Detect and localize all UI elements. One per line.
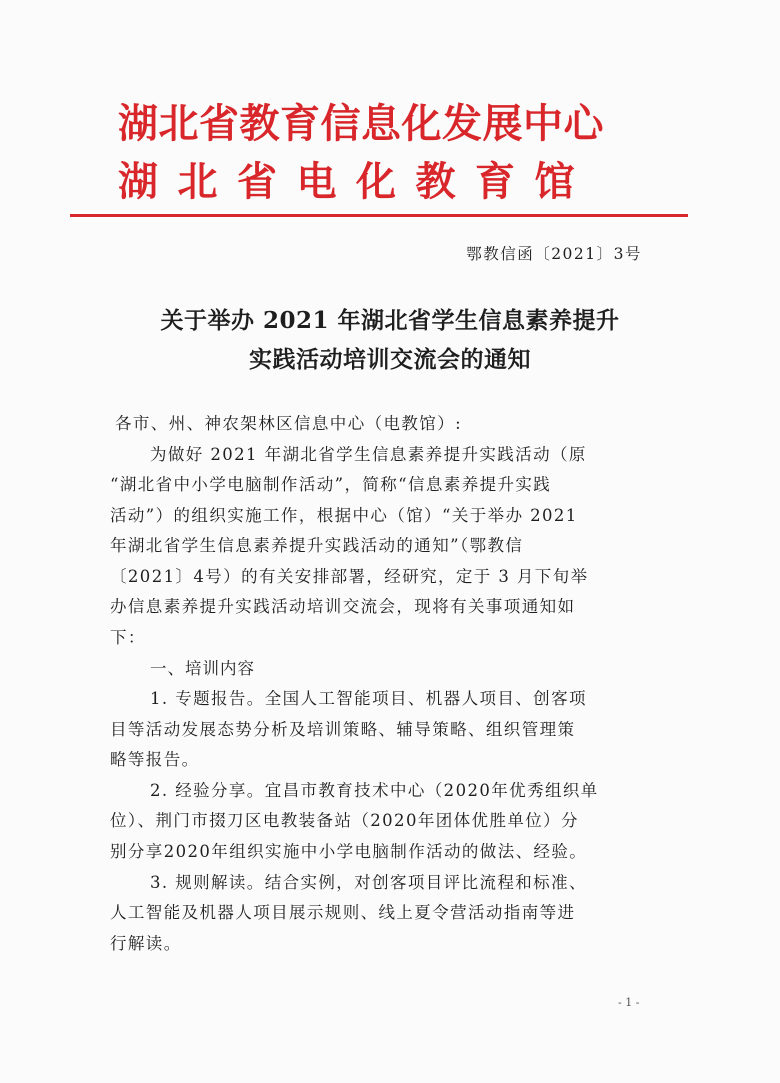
document-number: 鄂教信函〔2021〕3号 <box>466 245 642 263</box>
intro-paragraph-line: 〔2021〕4号）的有关安排部署，经研究，定于 3 月下旬举 <box>110 567 589 586</box>
salutation: 各市、州、神农架林区信息中心（电教馆）: <box>115 414 463 433</box>
intro-paragraph-line: 办信息素养提升实践活动培训交流会，现将有关事项通知如 <box>110 597 576 616</box>
item-1-line: 略等报告。 <box>110 750 200 769</box>
item-3-line: 人工智能及机器人项目展示规则、线上夏令营活动指南等进 <box>110 903 576 922</box>
item-2-line: 2. 经验分享。宜昌市教育技术中心（2020年优秀组织单 <box>150 781 599 800</box>
page-number: - 1 - <box>618 996 640 1009</box>
item-1-line: 目等活动发展态势分析及培训策略、辅导策略、组织管理策 <box>110 720 576 739</box>
item-1-line: 1. 专题报告。全国人工智能项目、机器人项目、创客项 <box>150 689 587 708</box>
org-name-line-1: 湖北省教育信息化发展中心 <box>118 101 604 147</box>
intro-paragraph-line: 下： <box>110 628 146 647</box>
intro-paragraph-line: 活动”）的组织实施工作，根据中心（馆）“关于举办 2021 <box>110 506 578 525</box>
org-name-line-2: 湖北省电化教育馆 <box>118 159 594 205</box>
document-title-line-2: 实践活动培训交流会的通知 <box>249 346 531 373</box>
red-header-rule <box>70 214 688 217</box>
document-title-line-1: 关于举办 2021 年湖北省学生信息素养提升 <box>160 307 620 334</box>
intro-paragraph-line: “湖北省中小学电脑制作活动”，简称“信息素养提升实践 <box>110 475 552 494</box>
item-2-line: 别分享2020年组织实施中小学电脑制作活动的做法、经验。 <box>110 842 588 861</box>
section-heading-training-content: 一、培训内容 <box>150 659 255 678</box>
item-2-line: 位）、荆门市掇刀区电教装备站（2020年团体优胜单位）分 <box>110 811 579 830</box>
item-3-line: 3. 规则解读。结合实例，对创客项目评比流程和标准、 <box>150 873 587 892</box>
intro-paragraph-line: 为做好 2021 年湖北省学生信息素养提升实践活动（原 <box>150 445 587 464</box>
intro-paragraph-line: 年湖北省学生信息素养提升实践活动的通知”（鄂教信 <box>110 536 524 555</box>
item-3-line: 行解读。 <box>110 934 182 953</box>
